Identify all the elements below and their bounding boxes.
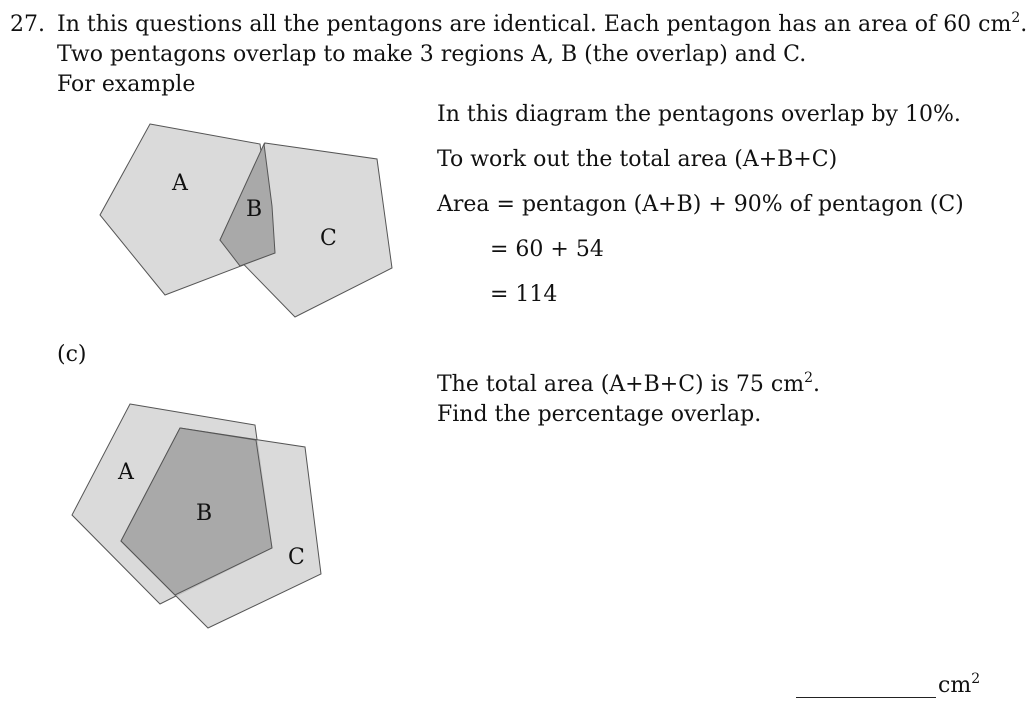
example-text-2: To work out the total area (A+B+C)	[437, 147, 838, 172]
answer-unit-sup: 2	[971, 671, 981, 687]
question-line-1-text: In this questions all the pentagons are identical. Each pentagon has an area of 60 cm	[57, 12, 1012, 37]
example-label-a: A	[172, 171, 188, 196]
question-line-1-end: .	[1020, 12, 1027, 37]
part-c-text-1	[437, 370, 820, 400]
question-line-1-sup: 2	[1011, 10, 1021, 26]
answer-line[interactable]	[796, 697, 936, 698]
question-line-2: Two pentagons overlap to make 3 regions A, B (the overlap) and C.	[57, 42, 807, 67]
example-diagram	[100, 124, 392, 317]
answer-unit-text: cm	[938, 673, 972, 698]
part-c-text-1-main: The total area (A+B+C) is 75 cm	[437, 372, 805, 397]
part-c-text-1-sup: 2	[804, 370, 814, 386]
part-c-text-2: Find the percentage overlap.	[437, 402, 762, 427]
part-c-label-a: A	[118, 460, 134, 485]
example-text-3: Area = pentagon (A+B) + 90% of pentagon (C)	[437, 192, 964, 217]
example-text-4: = 60 + 54	[490, 237, 604, 262]
question-number: 27.	[10, 12, 45, 37]
part-c-label-b: B	[196, 501, 213, 526]
question-line-3: For example	[57, 72, 196, 97]
example-label-b: B	[246, 197, 263, 222]
part-c-label: (c)	[57, 342, 87, 367]
example-text-5: = 114	[490, 282, 558, 307]
part-c-label-c: C	[288, 545, 305, 570]
part-c-text-1-end: .	[813, 372, 821, 397]
example-text-1: In this diagram the pentagons overlap by 10%.	[437, 102, 961, 127]
example-label-c: C	[320, 226, 337, 251]
part-c-diagram	[72, 404, 321, 628]
answer-unit	[938, 671, 980, 701]
